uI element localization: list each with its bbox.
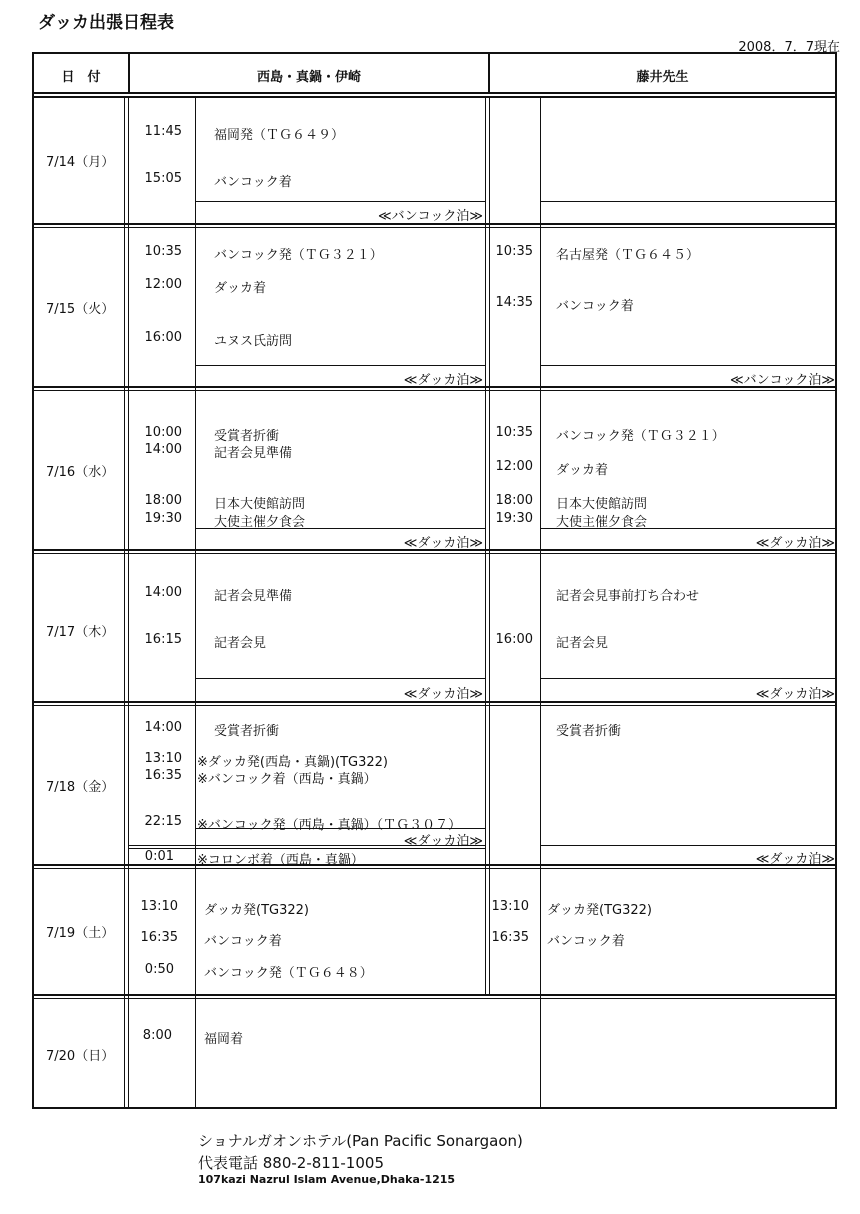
event: ダッカ発(TG322) <box>204 903 309 918</box>
date-label: 7/14（月） <box>46 155 115 170</box>
event: 記者会見準備 <box>214 446 293 461</box>
time: 16:35 <box>140 930 178 945</box>
date-label: 7/15（火） <box>46 302 115 317</box>
time: 16:35 <box>144 768 182 783</box>
header-group-a: 西島・真鍋・伊崎 <box>256 70 361 85</box>
row-divider <box>32 868 837 869</box>
event: ダッカ着 <box>556 463 609 478</box>
event: 受賞者折衝 <box>556 724 622 739</box>
stay-note: ≪ダッカ泊≫ <box>403 687 483 702</box>
event: 記者会見事前打ち合わせ <box>556 589 700 604</box>
event: 福岡発（ＴＧ６４９） <box>214 128 345 143</box>
stay-line <box>195 201 485 202</box>
row-divider <box>32 553 837 554</box>
row-divider <box>32 227 837 228</box>
event: バンコック着 <box>214 175 292 190</box>
time: 13:10 <box>140 899 178 914</box>
time: 12:00 <box>495 459 533 474</box>
event: バンコック着 <box>547 934 625 949</box>
event: バンコック発（ＴＧ６４８） <box>204 966 373 981</box>
stay-note: ≪バンコック泊≫ <box>730 373 835 388</box>
time: 14:00 <box>144 442 182 457</box>
stay-note: ≪ダッカ泊≫ <box>755 687 835 702</box>
stay-note: ≪ダッカ泊≫ <box>755 536 835 551</box>
col-divider <box>485 96 486 996</box>
time: 10:35 <box>144 244 182 259</box>
page-title: ダッカ出張日程表 <box>38 13 174 33</box>
stay-line <box>195 365 485 366</box>
event: ※バンコック着（西島・真鍋） <box>197 772 377 787</box>
time: 18:00 <box>144 493 182 508</box>
time: 0:50 <box>144 962 174 977</box>
event: 記者会見 <box>556 636 609 651</box>
col-divider <box>489 96 490 996</box>
col-divider <box>195 96 196 1109</box>
time: 16:00 <box>495 632 533 647</box>
event: 受賞者折衝 <box>214 429 280 444</box>
date-label: 7/17（木） <box>46 625 115 640</box>
event: ※ダッカ発(西島・真鍋)(TG322) <box>197 755 389 770</box>
stay-line <box>540 845 837 846</box>
time: 13:10 <box>491 899 529 914</box>
header-group-b: 藤井先生 <box>636 70 689 85</box>
time: 14:00 <box>144 585 182 600</box>
event: 名古屋発（ＴＧ６４５） <box>556 248 700 263</box>
time: 16:00 <box>144 330 182 345</box>
event: 記者会見準備 <box>214 589 293 604</box>
hotel-phone: 代表電話 880-2-811-1005 <box>198 1154 384 1172</box>
time: 10:00 <box>144 425 182 440</box>
stay-line <box>540 365 837 366</box>
date-label: 7/16（水） <box>46 465 115 480</box>
stay-note: ≪ダッカ泊≫ <box>403 834 483 849</box>
time: 0:01 <box>144 849 174 864</box>
stay-line <box>195 678 485 679</box>
time: 13:10 <box>144 751 182 766</box>
hotel-address: 107kazi Nazrul Islam Avenue,Dhaka-1215 <box>198 1173 456 1186</box>
event: ※コロンボ着（西島・真鍋） <box>197 853 364 868</box>
as-of-date: 2008．7．7現在 <box>738 40 840 55</box>
event: 大使主催夕食会 <box>556 515 648 530</box>
time: 19:30 <box>144 511 182 526</box>
stay-note: ≪ダッカ泊≫ <box>403 373 483 388</box>
time: 11:45 <box>144 124 182 139</box>
event: バンコック発（ＴＧ３２１） <box>556 429 725 444</box>
event: バンコック発（ＴＧ３２１） <box>214 248 383 263</box>
event: 受賞者折衝 <box>214 724 280 739</box>
row-divider <box>32 705 837 706</box>
event: 記者会見 <box>214 636 267 651</box>
event: 大使主催夕食会 <box>214 515 306 530</box>
time: 10:35 <box>495 244 533 259</box>
time: 15:05 <box>144 171 182 186</box>
col-divider <box>124 96 125 1109</box>
stay-note: ≪ダッカ泊≫ <box>403 536 483 551</box>
header-date: 日 付 <box>61 70 101 85</box>
header-divider <box>32 92 837 94</box>
time: 19:30 <box>495 511 533 526</box>
time: 14:00 <box>144 720 182 735</box>
time: 14:35 <box>495 295 533 310</box>
stay-note: ≪ダッカ泊≫ <box>755 852 835 867</box>
date-label: 7/19（土） <box>46 926 115 941</box>
time: 16:15 <box>144 632 182 647</box>
stay-note: ≪バンコック泊≫ <box>378 209 483 224</box>
event: 福岡着 <box>204 1032 244 1047</box>
event: ダッカ着 <box>214 281 267 296</box>
col-divider <box>540 96 541 1109</box>
row-top-border <box>32 96 837 98</box>
time: 8:00 <box>142 1028 172 1043</box>
time: 10:35 <box>495 425 533 440</box>
date-label: 7/18（金） <box>46 780 115 795</box>
row-divider <box>32 994 837 996</box>
hotel-name: ショナルガオンホテル(Pan Pacific Sonargaon) <box>198 1132 523 1150</box>
event: バンコック着 <box>204 934 282 949</box>
event: ダッカ発(TG322) <box>547 903 652 918</box>
row-divider <box>32 998 837 999</box>
event: バンコック着 <box>556 299 634 314</box>
time: 18:00 <box>495 493 533 508</box>
stay-line <box>540 201 837 202</box>
event: ユヌス氏訪問 <box>214 334 293 349</box>
event: ※バンコック発（西島・真鍋）（ＴＧ３０７） <box>197 818 462 833</box>
time: 12:00 <box>144 277 182 292</box>
time: 16:35 <box>491 930 529 945</box>
stay-line <box>540 678 837 679</box>
event: 日本大使館訪問 <box>556 497 648 512</box>
row-divider <box>32 390 837 391</box>
date-label: 7/20（日） <box>46 1049 115 1064</box>
event: 日本大使館訪問 <box>214 497 306 512</box>
time: 22:15 <box>144 814 182 829</box>
